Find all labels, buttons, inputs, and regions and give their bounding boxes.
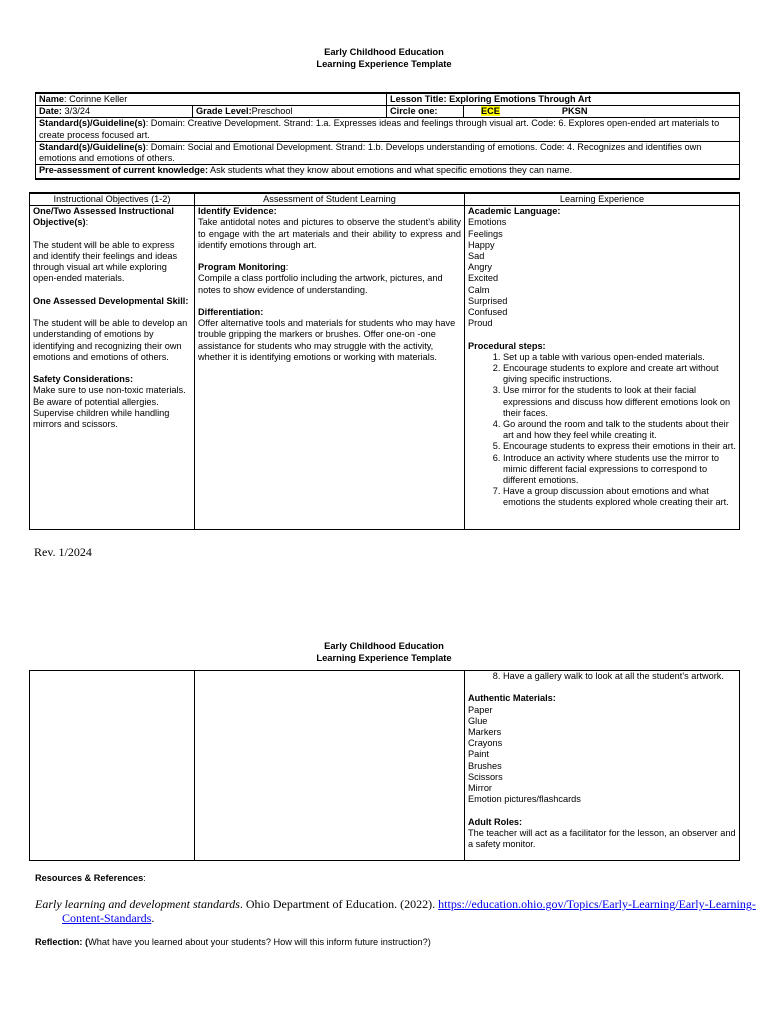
reference-entry: Early learning and development standards. Ohio Department of Education. (2022). https://education.ohio.gov/Topics/Early-Learning/Early-Learning-Content-Standards. (35, 897, 756, 925)
vocab-word: Feelings (468, 228, 503, 239)
lesson-title-cell: Lesson Title: Exploring Emotions Through Art (387, 93, 740, 106)
procedural-steps-list (468, 352, 736, 509)
objective-text: The student will be able to express and identify their feelings and ideas through visual art while exploring open-ended materials. (33, 239, 178, 284)
objectives-cell (30, 206, 195, 530)
resources-label: Resources & References: (35, 873, 146, 883)
circle-one-label: Circle one: (387, 106, 464, 118)
evidence-heading: Identify Evidence: (198, 206, 277, 217)
vocab-word: Happy (468, 239, 495, 250)
header-line-2: Learning Experience Template (316, 651, 452, 663)
vocab-word: Emotions (468, 217, 507, 228)
academic-language-heading: Academic Language: (468, 206, 561, 217)
page1-header (0, 46, 768, 69)
header-line-1: Early Childhood Education (324, 640, 444, 651)
grade-level-cell: Grade Level:Preschool (193, 106, 387, 118)
material-item: Mirror (468, 783, 492, 794)
safety-heading: Safety Considerations: (33, 374, 134, 385)
evidence-text: Take antidotal notes and pictures to observe the student’s ability to engage with the art materials and their ability to express and identify emotions through art. (198, 217, 461, 250)
safety-line: Make sure to use non-toxic materials. (33, 385, 186, 396)
material-item: Paper (468, 704, 493, 715)
procedural-step: 6. Introduce an activity where students use the mirror to mimic different facial expressions to correspond to different emotions. (503, 453, 736, 487)
learning-continued-cell (465, 671, 740, 861)
material-item: Emotion pictures/flashcards (468, 794, 581, 805)
info-table (35, 92, 740, 180)
monitoring-heading: Program Monitoring: (198, 262, 289, 273)
procedural-step: 1. Set up a table with various open-ended materials. (503, 352, 736, 363)
procedural-steps-continued (468, 671, 736, 682)
reflection-prompt: Reflection: (What have you learned about your students? How will this inform future instruction?) (35, 937, 431, 947)
procedural-step: 2. Encourage students to explore and create art without giving specific instructions. (503, 363, 736, 385)
material-item: Markers (468, 727, 502, 737)
vocab-word: Confused (468, 307, 508, 318)
developmental-skill-heading: One Assessed Developmental Skill: (33, 295, 189, 306)
safety-line: Be aware of potential allergies. (33, 396, 159, 407)
circle-option-pksn: PKSN (561, 106, 588, 117)
name-cell: Name: Corinne Keller (36, 93, 387, 106)
differentiation-heading: Differentiation: (198, 307, 264, 317)
pre-assessment: Pre-assessment of current knowledge: Ask students what they know about emotions and what specific emotions they can name. (36, 165, 740, 180)
col-header-learning: Learning Experience (465, 193, 740, 206)
reference-link[interactable]: https://education.ohio.gov/Topics/Early-Learning/Early-Learning-Content-Standards (62, 897, 756, 925)
page2-header (0, 640, 768, 663)
adult-roles-heading: Adult Roles: (468, 816, 523, 827)
material-item: Brushes (468, 760, 502, 771)
learning-cell (465, 206, 740, 530)
procedural-step: 5. Encourage students to express their emotions in their art. (503, 441, 736, 452)
vocab-word: Excited (468, 273, 499, 284)
empty-objectives-cell (30, 671, 195, 861)
procedural-step: 3. Use mirror for the students to look at their facial expressions and discuss how different emotions look on their faces. (503, 385, 736, 419)
standard-2: Standard(s)/Guideline(s): Domain: Social and Emotional Development. Strand: 1.b. Develops understanding of emotions. Code: 4. Recognizes and identifies own emotions and emotions of others. (36, 141, 740, 164)
material-item: Glue (468, 715, 488, 726)
authentic-materials-heading: Authentic Materials: (468, 693, 556, 704)
material-item: Crayons (468, 738, 503, 749)
vocab-word: Angry (468, 262, 493, 273)
procedural-step: 4. Go around the room and talk to the students about their art and how they feel while creating it. (503, 419, 736, 441)
standard-1: Standard(s)/Guideline(s): Domain: Creative Development. Strand: 1.a. Expresses ideas and feelings through visual art. Code: 6. Explores open-ended art materials to create process focused art. (36, 118, 740, 141)
empty-assessment-cell (195, 671, 465, 861)
date-cell: Date: 3/3/24 (36, 106, 193, 118)
procedural-steps-heading: Procedural steps: (468, 340, 546, 351)
col-header-objectives: Instructional Objectives (1-2) (30, 193, 195, 206)
reference-title: Early learning and development standards (35, 897, 240, 911)
procedural-step: 8. Have a gallery walk to look at all the student’s artwork. (503, 671, 736, 682)
circle-option-ece: ECE (481, 106, 500, 117)
material-item: Scissors (468, 771, 503, 782)
objective-heading: One/Two Assessed Instructional Objective(s): (33, 206, 174, 228)
safety-line: Supervise children while handling mirrors and scissors. (33, 407, 170, 429)
continuation-table (29, 670, 740, 861)
header-line-2: Learning Experience Template (316, 57, 452, 69)
vocab-word: Proud (468, 318, 493, 329)
procedural-step: 7. Have a group discussion about emotions and what emotions the students explored whole creating their art. (503, 486, 736, 508)
vocab-word: Sad (468, 251, 485, 262)
vocab-word: Surprised (468, 295, 508, 306)
col-header-assessment: Assessment of Student Learning (195, 193, 465, 206)
monitoring-text: Compile a class portfolio including the artwork, pictures, and notes to show evidence of understanding. (198, 273, 443, 295)
adult-roles-text: The teacher will act as a facilitator for the lesson, an observer and a safety monitor. (468, 827, 736, 850)
header-line-1: Early Childhood Education (324, 46, 444, 57)
main-table (29, 192, 740, 530)
material-item: Paint (468, 749, 489, 760)
circle-options (464, 106, 740, 118)
differentiation-text: Offer alternative tools and materials for students who may have trouble gripping the markers or brushes. Offer one-on -one assistance for students who may struggle with the activity, whether it is identifying emotions or working with materials. (198, 318, 456, 362)
assessment-cell (195, 206, 465, 530)
developmental-skill-text: The student will be able to develop an understanding of emotions by identifying and recognizing their own emotions and emotions of others. (33, 318, 188, 362)
revision-note: Rev. 1/2024 (34, 545, 92, 559)
vocab-word: Calm (468, 284, 490, 295)
